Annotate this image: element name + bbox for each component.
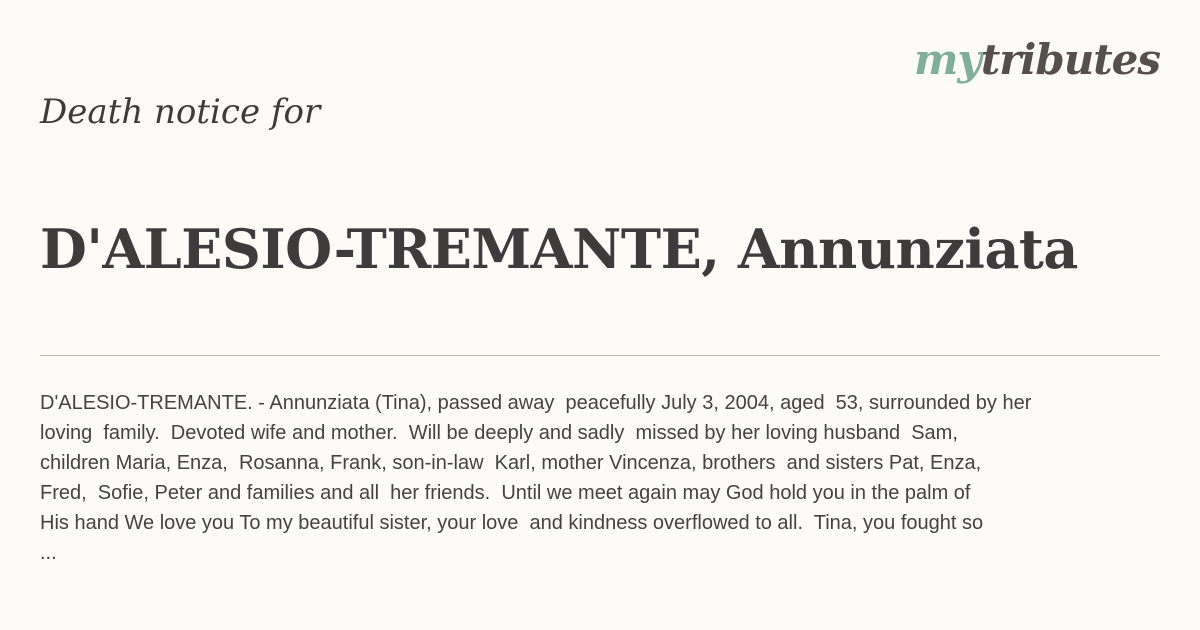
notice-text-line: D'ALESIO-TREMANTE. - Annunziata (Tina), passed away peacefully July 3, 2004, aged 53, surrounded by her	[40, 392, 1032, 414]
notice-subtitle: Death notice for	[40, 92, 321, 132]
notice-text-line: Fred, Sofie, Peter and families and all her friends. Until we meet again may God hold you in the palm of	[40, 482, 971, 504]
deceased-name: D'ALESIO-TREMANTE, Annunziata	[40, 217, 1078, 281]
notice-text-line: His hand We love you To my beautiful sister, your love and kindness overflowed to all. Tina, you fought so	[40, 512, 984, 534]
notice-text-line: loving family. Devoted wife and mother. Will be deeply and sadly missed by her loving husband Sam,	[40, 422, 958, 444]
notice-text-line: children Maria, Enza, Rosanna, Frank, son-in-law Karl, mother Vincenza, brothers and sisters Pat, Enza,	[40, 452, 982, 474]
notice-text	[40, 388, 1120, 568]
notice-text-ellipsis: ...	[40, 542, 57, 564]
mytributes-logo[interactable]	[914, 34, 1160, 86]
logo-my-text: my	[913, 35, 981, 84]
logo-tributes-text: tributes	[980, 35, 1160, 84]
divider	[40, 355, 1160, 356]
